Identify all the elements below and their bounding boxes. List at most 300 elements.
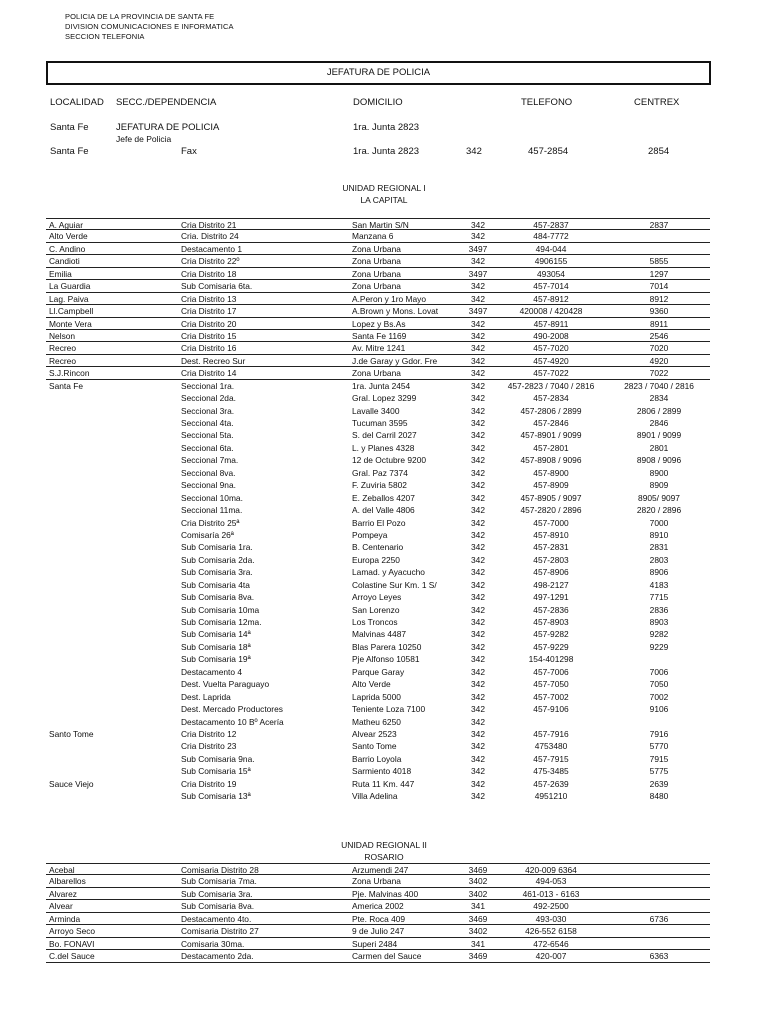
table-row <box>46 392 710 404</box>
cell-domicilio: Alvear 2523 <box>352 728 397 739</box>
cell-dependencia: Dest. Recreo Sur <box>181 355 246 366</box>
cell-prefix: 3497 <box>468 306 488 317</box>
table-row <box>46 579 710 591</box>
cell-prefix: 3497 <box>468 243 488 254</box>
cell-domicilio: A. del Valle 4806 <box>352 505 415 516</box>
cell-centrex: 1297 <box>649 268 669 279</box>
table-row <box>46 268 710 280</box>
cell-prefix: 342 <box>471 554 485 565</box>
fax-loc: Santa Fe <box>50 146 89 157</box>
cell-telefono: 498-2127 <box>533 579 569 590</box>
cell-telefono: 493-030 <box>535 913 567 924</box>
table-row <box>46 925 710 937</box>
cell-dependencia: Sub Comisaria 14ª <box>181 629 251 640</box>
cell-domicilio: Europa 2250 <box>352 554 400 565</box>
cell-centrex: 5775 <box>649 766 669 777</box>
column-header-dependencia: SECC./DEPENDENCIA <box>116 97 217 108</box>
cell-prefix: 342 <box>471 281 485 292</box>
fax-prefix: 342 <box>466 146 482 157</box>
table-row <box>46 492 710 504</box>
cell-telefono: 420008 / 420428 <box>519 306 583 317</box>
cell-dependencia: Sub Comisaria 2da. <box>181 554 255 565</box>
cell-domicilio: 1ra. Junta 2454 <box>352 380 411 391</box>
cell-prefix: 3402 <box>468 888 488 899</box>
cell-domicilio: Barrio El Pozo <box>352 517 406 528</box>
cell-localidad: Alvear <box>49 901 73 912</box>
cell-prefix: 342 <box>471 492 485 503</box>
cell-dependencia: Cria. Distrito 24 <box>181 231 239 242</box>
cell-dependencia: Dest. Laprida <box>181 691 231 702</box>
jefatura-dom: 1ra. Junta 2823 <box>353 122 420 133</box>
cell-telefono: 461-013 - 6163 <box>522 888 580 899</box>
unit1-title: UNIDAD REGIONAL I <box>342 183 426 193</box>
cell-dependencia: Sub Comisaria 12ma. <box>181 617 262 627</box>
cell-dependencia: Destacamento 10 Bº Acería <box>181 716 284 727</box>
cell-telefono: 4753480 <box>534 741 568 752</box>
cell-dependencia: Seccional 10ma. <box>181 492 243 503</box>
cell-dependencia: Sub Comisaria 8va. <box>181 901 255 912</box>
cell-domicilio: San Lorenzo <box>352 604 400 615</box>
cell-telefono: 4906155 <box>534 256 568 267</box>
cell-dependencia: Sub Comisaria 4ta <box>181 579 250 590</box>
cell-telefono: 457-7022 <box>533 368 569 379</box>
unit2-title: UNIDAD REGIONAL II <box>341 840 427 850</box>
cell-domicilio: Lopez y Bs.As <box>352 318 406 329</box>
table-row <box>46 616 710 628</box>
cell-prefix: 3469 <box>468 865 488 875</box>
cell-domicilio: Parque Garay <box>352 666 405 677</box>
cell-telefono: 457-2639 <box>533 778 569 789</box>
cell-telefono: 457-8908 / 9096 <box>520 455 582 466</box>
table-row <box>46 641 710 653</box>
cell-centrex: 2846 <box>649 418 669 428</box>
cell-prefix: 342 <box>471 604 485 615</box>
cell-telefono: 457-8900 <box>533 467 569 478</box>
cell-domicilio: F. Zuviria 5802 <box>352 480 407 491</box>
cell-telefono: 457-7050 <box>533 679 569 690</box>
table-row <box>46 293 710 305</box>
cell-localidad: Alvarez <box>49 888 77 899</box>
cell-centrex: 5770 <box>649 741 669 752</box>
cell-centrex: 7050 <box>649 679 669 690</box>
table-row <box>46 691 710 703</box>
cell-domicilio: Av. Mitre 1241 <box>352 343 406 354</box>
cell-dependencia: Destacamento 1 <box>181 243 242 254</box>
table-row <box>46 467 710 479</box>
cell-telefono: 497-1291 <box>533 592 569 603</box>
cell-telefono: 426-552 6158 <box>525 926 577 937</box>
cell-domicilio: Malvinas 4487 <box>352 629 407 640</box>
cell-dependencia: Sub Comisaria 6ta. <box>181 281 253 292</box>
cell-centrex: 2801 <box>649 442 669 453</box>
cell-centrex: 7715 <box>649 592 669 603</box>
cell-centrex: 7022 <box>649 368 669 379</box>
cell-domicilio: Alto Verde <box>352 679 391 690</box>
cell-dependencia: Comisaria 30ma. <box>181 938 245 949</box>
cell-telefono: 490-2008 <box>533 330 569 341</box>
cell-telefono: 492-2500 <box>533 901 569 912</box>
cell-telefono: 494-053 <box>535 876 567 887</box>
cell-prefix: 342 <box>471 442 485 453</box>
cell-prefix: 342 <box>471 455 485 466</box>
cell-telefono: 457-8906 <box>533 567 569 578</box>
cell-domicilio: Gral. Lopez 3299 <box>352 393 417 404</box>
cell-domicilio: Blas Parera 10250 <box>352 641 422 652</box>
table-row <box>46 280 710 292</box>
cell-prefix: 342 <box>471 716 485 727</box>
cell-telefono: 493054 <box>537 268 565 279</box>
table-row <box>46 529 710 541</box>
cell-telefono: 457-9282 <box>533 629 569 640</box>
cell-telefono: 420-007 <box>535 951 567 962</box>
cell-prefix: 342 <box>471 256 485 267</box>
cell-domicilio: Superi 2484 <box>352 938 398 949</box>
unit1-heading <box>0 182 768 206</box>
cell-centrex: 9229 <box>649 641 669 652</box>
cell-domicilio: Teniente Loza 7100 <box>352 704 426 715</box>
cell-telefono: 457-2803 <box>533 554 569 565</box>
cell-centrex: 9106 <box>649 704 669 715</box>
unit2-heading <box>0 839 768 863</box>
cell-domicilio: 9 de Julio 247 <box>352 926 405 937</box>
cell-dependencia: Seccional 9na. <box>181 480 236 491</box>
org-line-section: SECCION TELEFONIA <box>65 32 145 41</box>
cell-dependencia: Comisaria Distrito 28 <box>181 865 259 875</box>
cell-centrex: 9360 <box>649 306 669 317</box>
cell-prefix: 342 <box>471 766 485 777</box>
cell-prefix: 342 <box>471 517 485 528</box>
cell-domicilio: Manzana 6 <box>352 231 394 242</box>
table-row <box>46 554 710 566</box>
page-title: JEFATURA DE POLICIA <box>46 61 711 85</box>
cell-prefix: 342 <box>471 393 485 404</box>
cell-dependencia: Cria Distrito 25ª <box>181 517 240 528</box>
cell-domicilio: Barrio Loyola <box>352 753 402 764</box>
cell-telefono: 457-2837 <box>533 220 569 230</box>
fax-dom: 1ra. Junta 2823 <box>353 146 420 157</box>
cell-domicilio: Zona Urbana <box>352 368 401 379</box>
cell-domicilio: J.de Garay y Gdor. Fre <box>352 355 438 366</box>
table-row <box>46 355 710 367</box>
cell-localidad: Nelson <box>49 330 76 341</box>
cell-telefono: 420-009 6364 <box>525 865 577 875</box>
cell-telefono: 457-8911 <box>533 318 569 329</box>
cell-centrex: 2831 <box>649 542 669 553</box>
column-header-localidad: LOCALIDAD <box>50 97 104 108</box>
table-row <box>46 900 710 912</box>
cell-domicilio: L. y Planes 4328 <box>352 442 415 453</box>
table-row <box>46 778 710 790</box>
cell-centrex: 2837 <box>649 220 669 230</box>
table-row <box>46 405 710 417</box>
cell-domicilio: B. Centenario <box>352 542 404 553</box>
table-row <box>46 678 710 690</box>
cell-domicilio: Villa Adelina <box>352 791 398 802</box>
cell-centrex: 8905/ 9097 <box>638 492 680 503</box>
table-row <box>46 950 710 962</box>
cell-domicilio: A.Brown y Mons. Lovat <box>352 306 439 317</box>
cell-localidad: Sauce Viejo <box>49 778 94 789</box>
cell-centrex: 6736 <box>649 913 669 924</box>
cell-prefix: 342 <box>471 753 485 764</box>
cell-telefono: 484-7772 <box>533 231 569 242</box>
cell-prefix: 342 <box>471 592 485 603</box>
cell-dependencia: Sub Comisaria 15ª <box>181 766 251 777</box>
cell-dependencia: Cria Distrito 19 <box>181 778 237 789</box>
cell-prefix: 342 <box>471 529 485 540</box>
cell-prefix: 342 <box>471 480 485 491</box>
cell-localidad: Arminda <box>49 913 81 924</box>
table-row <box>46 591 710 603</box>
cell-dependencia: Seccional 7ma. <box>181 455 239 466</box>
cell-prefix: 341 <box>471 938 485 949</box>
cell-domicilio: Santo Tome <box>352 741 397 752</box>
table-row <box>46 541 710 553</box>
cell-dependencia: Cria Distrito 14 <box>181 368 237 379</box>
cell-prefix: 342 <box>471 654 485 665</box>
cell-domicilio: Laprida 5000 <box>352 691 401 702</box>
cell-prefix: 342 <box>471 741 485 752</box>
cell-prefix: 342 <box>471 778 485 789</box>
cell-prefix: 342 <box>471 343 485 354</box>
cell-dependencia: Dest. Mercado Productores <box>181 704 283 715</box>
cell-centrex: 8908 / 9096 <box>636 455 682 466</box>
cell-telefono: 457-8905 / 9097 <box>520 492 582 503</box>
cell-prefix: 342 <box>471 567 485 578</box>
cell-dependencia: Seccional 5ta. <box>181 430 234 441</box>
unit2-table <box>46 863 710 963</box>
cell-telefono: 494-044 <box>535 243 567 254</box>
table-row <box>46 417 710 429</box>
cell-telefono: 457-2846 <box>533 418 569 428</box>
cell-telefono: 457-4920 <box>533 355 569 366</box>
cell-prefix: 3469 <box>468 951 488 962</box>
cell-dependencia: Comisaria Distrito 27 <box>181 926 259 937</box>
cell-dependencia: Cria Distrito 18 <box>181 268 237 279</box>
table-row <box>46 628 710 640</box>
cell-localidad: Albarellos <box>49 876 86 887</box>
cell-domicilio: Arroyo Leyes <box>352 592 402 603</box>
cell-telefono: 457-2831 <box>533 542 569 553</box>
cell-domicilio: Carmen del Sauce <box>352 951 422 962</box>
cell-dependencia: Sub Comisaria 9na. <box>181 753 255 764</box>
table-row <box>46 765 710 777</box>
cell-centrex: 5855 <box>649 256 669 267</box>
cell-domicilio: Gral. Paz 7374 <box>352 467 408 478</box>
cell-dependencia: Cria Distrito 12 <box>181 728 237 739</box>
table-row <box>46 367 710 379</box>
cell-domicilio: 12 de Octubre 9200 <box>352 455 427 466</box>
cell-centrex: 2834 <box>649 393 669 404</box>
cell-prefix: 342 <box>471 330 485 341</box>
jefatura-subtitle: Jefe de Policia <box>116 134 172 144</box>
cell-dependencia: Cria Distrito 16 <box>181 343 237 354</box>
cell-domicilio: A.Peron y 1ro Mayo <box>352 293 427 304</box>
cell-prefix: 3402 <box>468 876 488 887</box>
cell-prefix: 342 <box>471 542 485 553</box>
cell-telefono: 154-401298 <box>528 654 574 665</box>
column-header-telefono: TELEFONO <box>521 97 573 108</box>
cell-domicilio: Zona Urbana <box>352 268 401 279</box>
cell-centrex: 2803 <box>649 554 669 565</box>
cell-localidad: C. Andino <box>49 243 86 254</box>
table-row <box>46 230 710 242</box>
cell-centrex: 8900 <box>649 467 669 478</box>
cell-dependencia: Cria Distrito 20 <box>181 318 237 329</box>
organization-header <box>65 12 234 42</box>
cell-centrex: 7916 <box>649 728 669 739</box>
cell-localidad: Recreo <box>49 343 76 354</box>
cell-domicilio: Pje. Malvinas 400 <box>352 888 419 899</box>
cell-prefix: 3402 <box>468 926 488 937</box>
cell-prefix: 342 <box>471 505 485 516</box>
table-row <box>46 566 710 578</box>
cell-prefix: 342 <box>471 579 485 590</box>
table-row <box>46 255 710 267</box>
cell-prefix: 342 <box>471 467 485 478</box>
cell-telefono: 457-8912 <box>533 293 569 304</box>
table-row <box>46 330 710 342</box>
cell-centrex: 8906 <box>649 567 669 578</box>
cell-domicilio: Zona Urbana <box>352 281 401 292</box>
cell-telefono: 457-7915 <box>533 753 569 764</box>
table-row <box>46 604 710 616</box>
cell-dependencia: Sub Comisaria 19ª <box>181 654 251 665</box>
cell-dependencia: Seccional 6ta. <box>181 442 234 453</box>
cell-telefono: 4951210 <box>534 791 568 802</box>
cell-domicilio: Pte. Roca 409 <box>352 913 406 924</box>
cell-prefix: 342 <box>471 380 485 391</box>
table-row <box>46 318 710 330</box>
table-row <box>46 653 710 665</box>
cell-localidad: La Guardia <box>49 281 91 292</box>
cell-telefono: 457-9229 <box>533 641 569 652</box>
cell-domicilio: America 2002 <box>352 901 404 912</box>
cell-dependencia: Comisaría 26ª <box>181 529 234 540</box>
cell-centrex: 7002 <box>649 691 669 702</box>
cell-localidad: Recreo <box>49 355 76 366</box>
cell-dependencia: Cria Distrito 23 <box>181 741 237 752</box>
cell-dependencia: Seccional 8va. <box>181 467 236 478</box>
cell-prefix: 342 <box>471 430 485 441</box>
cell-localidad: Candioti <box>49 256 80 267</box>
cell-centrex: 7915 <box>649 753 669 764</box>
cell-prefix: 342 <box>471 629 485 640</box>
cell-prefix: 342 <box>471 704 485 715</box>
cell-dependencia: Seccional 4ta. <box>181 418 234 428</box>
cell-localidad: Emilia <box>49 268 72 279</box>
cell-domicilio: Santa Fe 1169 <box>352 330 407 341</box>
cell-telefono: 457-7000 <box>533 517 569 528</box>
cell-centrex: 8910 <box>649 529 669 540</box>
cell-localidad: Acebal <box>49 865 75 875</box>
cell-domicilio: Arzumendi 247 <box>352 865 409 875</box>
cell-telefono: 457-7006 <box>533 666 569 677</box>
cell-prefix: 342 <box>471 617 485 627</box>
cell-centrex: 7020 <box>649 343 669 354</box>
cell-prefix: 342 <box>471 355 485 366</box>
cell-localidad: Arroyo Seco <box>49 926 96 937</box>
table-row <box>46 740 710 752</box>
cell-localidad: S.J.Rincon <box>49 368 90 379</box>
table-row <box>46 218 710 230</box>
cell-prefix: 342 <box>471 231 485 242</box>
cell-dependencia: Cria Distrito 13 <box>181 293 237 304</box>
cell-domicilio: Lamad. y Ayacucho <box>352 567 425 578</box>
cell-dependencia: Cria Distrito 21 <box>181 220 237 230</box>
cell-prefix: 342 <box>471 641 485 652</box>
cell-centrex: 8901 / 9099 <box>636 430 682 441</box>
table-row <box>46 479 710 491</box>
cell-dependencia: Cria Distrito 15 <box>181 330 237 341</box>
cell-centrex: 4183 <box>649 579 669 590</box>
cell-dependencia: Sub Comisaria 13ª <box>181 791 251 802</box>
cell-prefix: 342 <box>471 318 485 329</box>
cell-centrex: 4920 <box>649 355 669 366</box>
cell-domicilio: Ruta 11 Km. 447 <box>352 778 415 789</box>
cell-domicilio: Tucuman 3595 <box>352 418 408 428</box>
cell-domicilio: Los Troncos <box>352 617 398 627</box>
cell-domicilio: Zona Urbana <box>352 256 401 267</box>
jefatura-dep: JEFATURA DE POLICIA <box>116 122 220 133</box>
cell-centrex: 8911 <box>649 318 668 329</box>
cell-telefono: 457-8903 <box>533 617 569 627</box>
cell-centrex: 2639 <box>649 778 669 789</box>
cell-prefix: 342 <box>471 791 485 802</box>
cell-dependencia: Sub Comisaria 3ra. <box>181 567 253 578</box>
cell-domicilio: Colastine Sur Km. 1 S/ <box>352 579 437 590</box>
cell-dependencia: Cria Distrito 22º <box>181 256 240 267</box>
table-row <box>46 716 710 728</box>
cell-dependencia: Seccional 1ra. <box>181 380 235 391</box>
cell-dependencia: Destacamento 4to. <box>181 913 252 924</box>
cell-prefix: 342 <box>471 691 485 702</box>
cell-prefix: 341 <box>471 901 485 912</box>
cell-telefono: 457-2823 / 7040 / 2816 <box>507 380 595 391</box>
cell-dependencia: Sub Comisaria 7ma. <box>181 876 257 887</box>
cell-centrex: 2836 <box>649 604 669 615</box>
cell-telefono: 457-2801 <box>533 442 569 453</box>
table-row <box>46 863 710 875</box>
cell-centrex: 2823 / 7040 / 2816 <box>624 380 694 391</box>
cell-domicilio: Pompeya <box>352 529 388 540</box>
org-line-police: POLICIA DE LA PROVINCIA DE SANTA FE <box>65 12 215 21</box>
jefatura-loc: Santa Fe <box>50 122 89 133</box>
cell-centrex: 2546 <box>649 330 669 341</box>
cell-telefono: 457-7014 <box>533 281 569 292</box>
table-row <box>46 342 710 354</box>
cell-telefono: 457-2820 / 2896 <box>520 505 582 516</box>
cell-prefix: 342 <box>471 293 485 304</box>
table-row <box>46 728 710 740</box>
table-row <box>46 442 710 454</box>
cell-localidad: Santo Tome <box>49 728 94 739</box>
org-line-division: DIVISION COMUNICACIONES E INFORMATICA <box>65 22 234 31</box>
unit2-subtitle: ROSARIO <box>364 852 404 862</box>
cell-domicilio: Lavalle 3400 <box>352 405 400 416</box>
table-row <box>46 875 710 887</box>
table-row <box>46 913 710 925</box>
cell-centrex: 8912 <box>649 293 669 304</box>
fax-phone: 457-2854 <box>528 146 569 157</box>
cell-prefix: 3497 <box>468 268 488 279</box>
table-row <box>46 938 710 950</box>
table-row <box>46 517 710 529</box>
cell-centrex: 2806 / 2899 <box>636 405 682 416</box>
cell-telefono: 457-2834 <box>533 393 569 404</box>
cell-centrex: 6363 <box>649 951 669 962</box>
table-row <box>46 454 710 466</box>
